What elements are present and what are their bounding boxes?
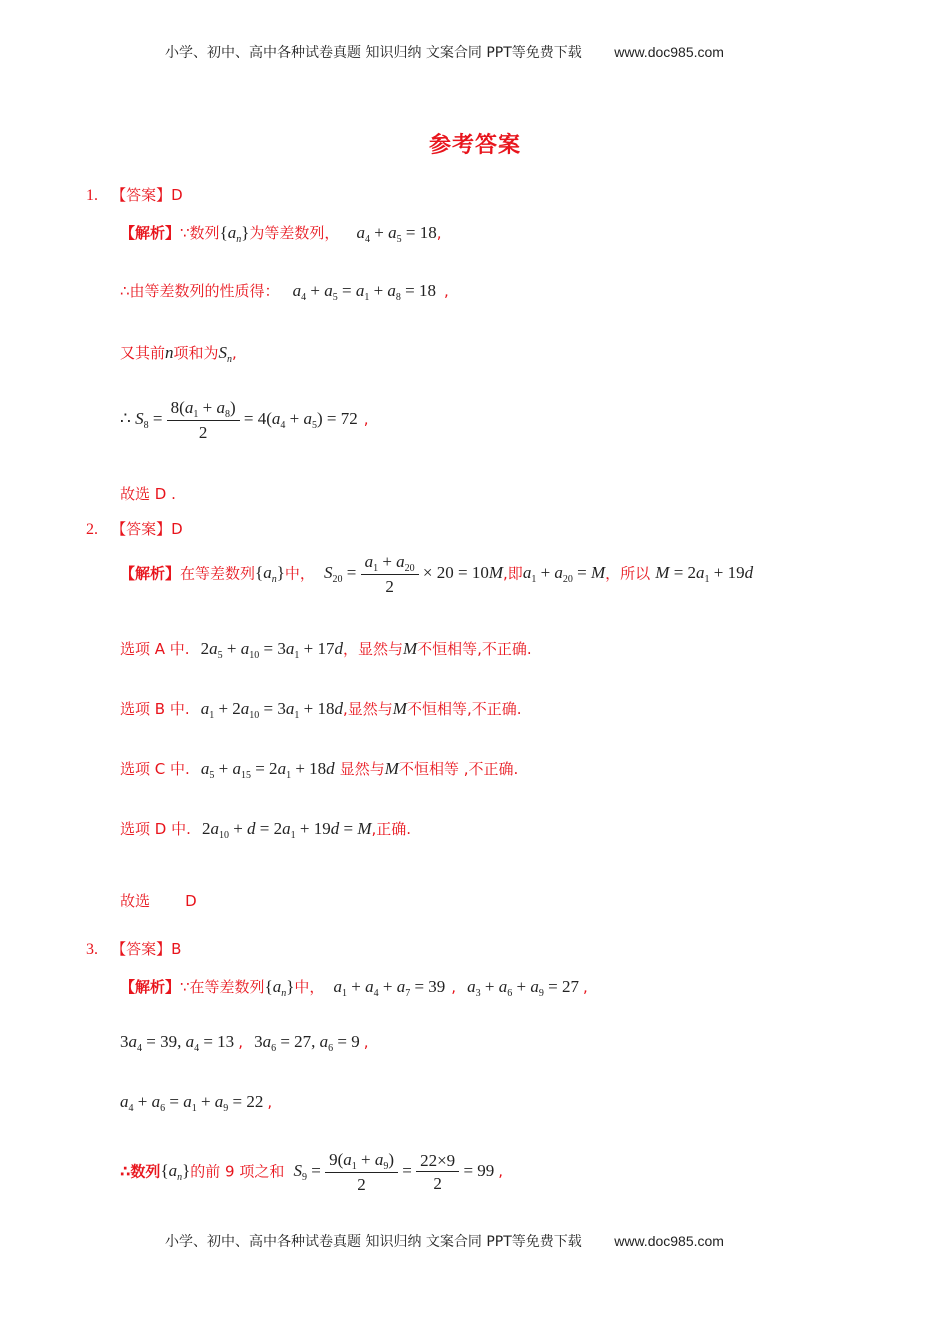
q1-line1: 【解析】∵数列$\{a_n\}$为等差数列， $a_4 + a_5 = 18$, bbox=[120, 223, 442, 245]
q3-answer: 【答案】B bbox=[111, 940, 182, 958]
q3-eq2: $a_3 + a_6 + a_9 = 27$ bbox=[467, 977, 579, 999]
page-title: 参考答案 bbox=[428, 133, 521, 158]
q3-answer-line bbox=[86, 938, 181, 959]
q2-number: 2. bbox=[86, 521, 98, 538]
q1-answer-line bbox=[86, 184, 183, 205]
q3-text3: ∴数列 bbox=[120, 1162, 161, 1181]
q2-optA bbox=[120, 638, 532, 661]
q2-optC-text3: 不恒相等 ,不正确. bbox=[398, 760, 519, 778]
q1-line3: 又其前n项和为$S_n$, bbox=[120, 343, 237, 365]
q2-optA-M: M bbox=[402, 639, 418, 658]
q2-conclude-text: 故选 bbox=[120, 892, 151, 910]
q1-text2: 为等差数列， bbox=[249, 224, 340, 242]
q2-conclude bbox=[120, 890, 197, 911]
q2-optC bbox=[120, 758, 518, 781]
q1-conclude: 故选 D . bbox=[120, 485, 176, 503]
q3-eq3: $3a_4 = 39$, $a_4 = 13$ bbox=[120, 1032, 235, 1054]
q3-eq6: $S_9$ = $\frac{9(a_1 + a_9)}{2}$ = $\frac{22\times 9}{2}$ = 99 bbox=[293, 1150, 495, 1194]
q1-line2: ∴由等差数列的性质得： $a_4 + a_5 = a_1 + a_8 = 18$ , bbox=[120, 281, 449, 303]
q3-eq1: $a_1 + a_4 + a_7 = 39$ bbox=[333, 977, 446, 999]
q2-jiexi-label: 【解析】 bbox=[120, 564, 181, 583]
q2-optB-text3: 不恒相等,不正确. bbox=[406, 700, 522, 718]
q2-eq3: $M = 2a_1 + 19d$ bbox=[655, 563, 754, 586]
q2-optD bbox=[120, 818, 411, 841]
q2-optB-label: 选项 B 中. bbox=[120, 700, 190, 718]
q3-eq4: $3a_6 = 27$, $a_6 = 9$ bbox=[254, 1032, 360, 1054]
q2-optB bbox=[120, 698, 521, 721]
q2-line1 bbox=[120, 552, 753, 597]
footer-url[interactable]: www.doc985.com bbox=[614, 1233, 724, 1249]
page-footer bbox=[165, 1231, 724, 1251]
q1-eq1: $a_4 + a_5 = 18$ bbox=[356, 223, 437, 245]
q2-optA-eq: $2a_5 + a_{10} = 3a_1 + 17d$ bbox=[200, 639, 343, 661]
q2-answer-line bbox=[86, 518, 183, 539]
q2-optC-M: M bbox=[384, 759, 399, 778]
q1-sn: $S_n$ bbox=[218, 343, 233, 365]
q1-text5: 项和为 bbox=[173, 344, 219, 362]
q2-optD-label: 选项 D 中. bbox=[120, 820, 191, 838]
q3-text4: 的前 9 项之和 bbox=[190, 1162, 285, 1181]
header-url[interactable]: www.doc985.com bbox=[614, 44, 724, 60]
q2-optA-label: 选项 A 中. bbox=[120, 640, 190, 658]
q1-line4: ∴ $S_8$ = $\frac{8(a_1 + a_8)}{2}$ = $4(a_4 + a_5) = 72$ , bbox=[120, 398, 369, 442]
q2-text2: 中， bbox=[284, 564, 315, 583]
page-header bbox=[165, 42, 724, 62]
q2-optA-text2: ，显然与 bbox=[342, 640, 403, 658]
q2-eq2: $a_1 + a_{20} = M$ bbox=[522, 563, 606, 586]
q2-conclude-choice: D bbox=[185, 892, 197, 910]
q2-optB-text2: ,显然与 bbox=[342, 700, 393, 718]
q2-seq: $\{a_n\}$ bbox=[255, 563, 285, 586]
q2-optB-eq: $a_1 + 2a_{10} = 3a_1 + 18d$ bbox=[200, 699, 343, 721]
q3-jiexi-label: 【解析】 bbox=[120, 978, 181, 996]
q3-seq2: $\{a_n\}$ bbox=[160, 1161, 191, 1184]
q1-eq2: $a_4 + a_5 = a_1 + a_8 = 18$ bbox=[292, 281, 437, 303]
q1-answer: 【答案】D bbox=[111, 186, 183, 204]
q3-line4: ∴数列$\{a_n\}$的前 9 项之和 $S_9$ = $\frac{9(a_1 + a_9)}{2}$ = $\frac{22\times 9}{2}$ = 99 , bbox=[120, 1150, 504, 1194]
q3-text2: 中， bbox=[294, 978, 325, 996]
q2-optA-text3: 不恒相等,不正确. bbox=[417, 640, 532, 658]
q2-optD-text2: ,正确. bbox=[371, 820, 412, 838]
q1-number: 1. bbox=[86, 187, 98, 204]
q3-line1: 【解析】∵在等差数列$\{a_n\}$中， $a_1 + a_4 + a_7 = 39$ , $a_3 + a_6 + a_9 = 27$ , bbox=[120, 977, 588, 999]
q2-optD-eq: $2a_{10} + d = 2a_1 + 19d = M$ bbox=[201, 819, 372, 841]
q1-seq: $\{a_n\}$ bbox=[219, 223, 250, 245]
q1-n: n bbox=[165, 343, 174, 362]
q2-optC-text2: 显然与 bbox=[339, 760, 385, 778]
q2-optC-label: 选项 C 中. bbox=[120, 760, 190, 778]
q2-optB-M: M bbox=[392, 699, 407, 718]
header-text: 小学、初中、高中各种试卷真题 知识归纳 文案合同 PPT等免费下载 bbox=[165, 45, 582, 61]
footer-text: 小学、初中、高中各种试卷真题 知识归纳 文案合同 PPT等免费下载 bbox=[165, 1234, 582, 1250]
q2-text1: 在等差数列 bbox=[180, 564, 256, 583]
q3-line3: $a_4 + a_6 = a_1 + a_9 = 22$ , bbox=[120, 1092, 273, 1114]
q2-text3: ,即 bbox=[503, 564, 523, 583]
q3-eq5: $a_4 + a_6 = a_1 + a_9 = 22$ bbox=[120, 1092, 264, 1114]
q2-text4: ，所以 bbox=[605, 564, 651, 583]
q2-optC-eq: $a_5 + a_{15} = 2a_1 + 18d$ bbox=[200, 759, 335, 781]
q1-text1: ∵数列 bbox=[180, 224, 220, 242]
q1-jiexi-label: 【解析】 bbox=[120, 224, 181, 242]
q2-answer: 【答案】D bbox=[111, 520, 183, 538]
q3-seq: $\{a_n\}$ bbox=[264, 977, 295, 999]
q1-text3: ∴由等差数列的性质得： bbox=[120, 282, 280, 300]
q1-text4: 又其前 bbox=[120, 344, 166, 362]
q3-text1: ∵在等差数列 bbox=[180, 978, 265, 996]
q2-eq1: $S_{20}$ = $\frac{a_1 + a_{20}}{2}$ × 20 = 10M bbox=[323, 552, 504, 596]
q1-eq3: ∴ $S_8$ = $\frac{8(a_1 + a_8)}{2}$ = $4(a_4 + a_5) = 72$ bbox=[120, 398, 358, 442]
q3-number: 3. bbox=[86, 941, 98, 958]
q3-line2: $3a_4 = 39$, $a_4 = 13$ , $3a_6 = 27$, $a_6 = 9$ , bbox=[120, 1032, 369, 1054]
